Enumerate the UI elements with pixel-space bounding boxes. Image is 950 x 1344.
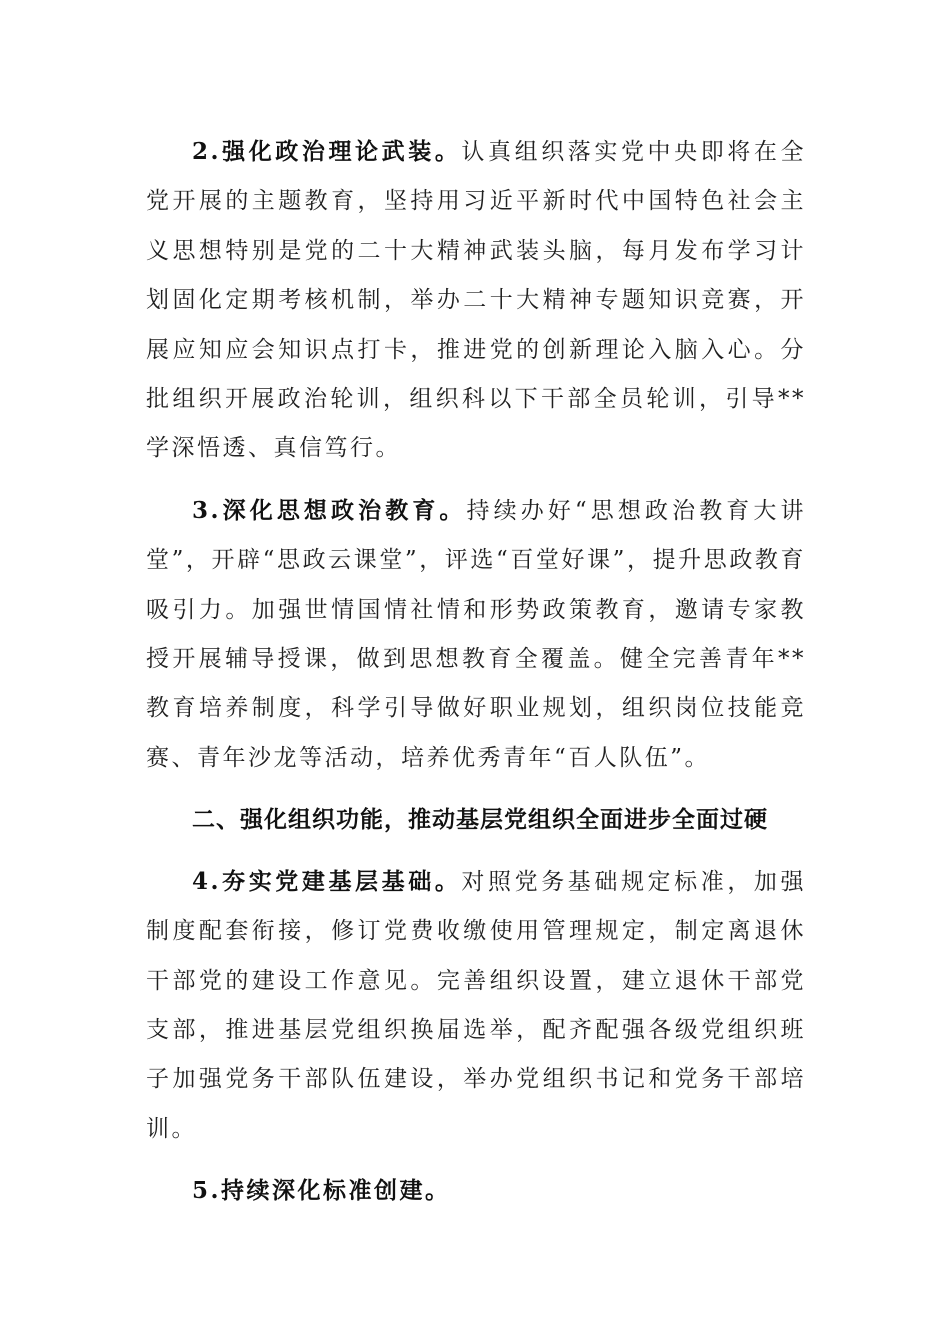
paragraph-5 [146, 1166, 806, 1216]
paragraph-2 [146, 127, 806, 474]
document-page [146, 127, 806, 1217]
paragraph-3-lead: 3.深化思想政治教育。 [192, 496, 467, 524]
paragraph-4 [146, 857, 806, 1154]
paragraph-4-lead: 4.夯实党建基层基础。 [192, 867, 462, 895]
paragraph-2-lead: 2.强化政治理论武装。 [192, 138, 462, 165]
section-heading-2: 二、强化组织功能，推动基层党组织全面进步全面过硬 [192, 806, 768, 834]
paragraph-3-body: 持续办好“思想政治教育大讲堂”，开辟“思政云课堂”，评选“百堂好课”，提升思政教育吸引力。加强世情国情社情和形势政策教育，邀请专家教授开展辅导授课，做到思想教育全覆盖。健全完善青年**教育培养制度，科学引导做好职业规划，组织岗位技能竞赛、青年沙龙等活动，培养优秀青年“百人队伍”。 [146, 497, 806, 771]
paragraph-5-lead: 5.持续深化标准创建。 [192, 1177, 451, 1205]
paragraph-3 [146, 486, 806, 783]
paragraph-2-body: 认真组织落实党中央即将在全党开展的主题教育，坚持用习近平新时代中国特色社会主义思想特别是党的二十大精神武装头脑，每月发布学习计划固化定期考核机制，举办二十大精神专题知识竞赛，开展应知应会知识点打卡，推进党的创新理论入脑入心。分批组织开展政治轮训，组织科以下干部全员轮训，引导**学深悟透、真信笃行。 [146, 139, 807, 462]
paragraph-4-body: 对照党务基础规定标准，加强制度配套衔接，修订党费收缴使用管理规定，制定离退休干部党的建设工作意见。完善组织设置，建立退休干部党支部，推进基层党组织换届选举，配齐配强各级党组织班子加强党务干部队伍建设，举办党组织书记和党务干部培训。 [146, 868, 807, 1142]
